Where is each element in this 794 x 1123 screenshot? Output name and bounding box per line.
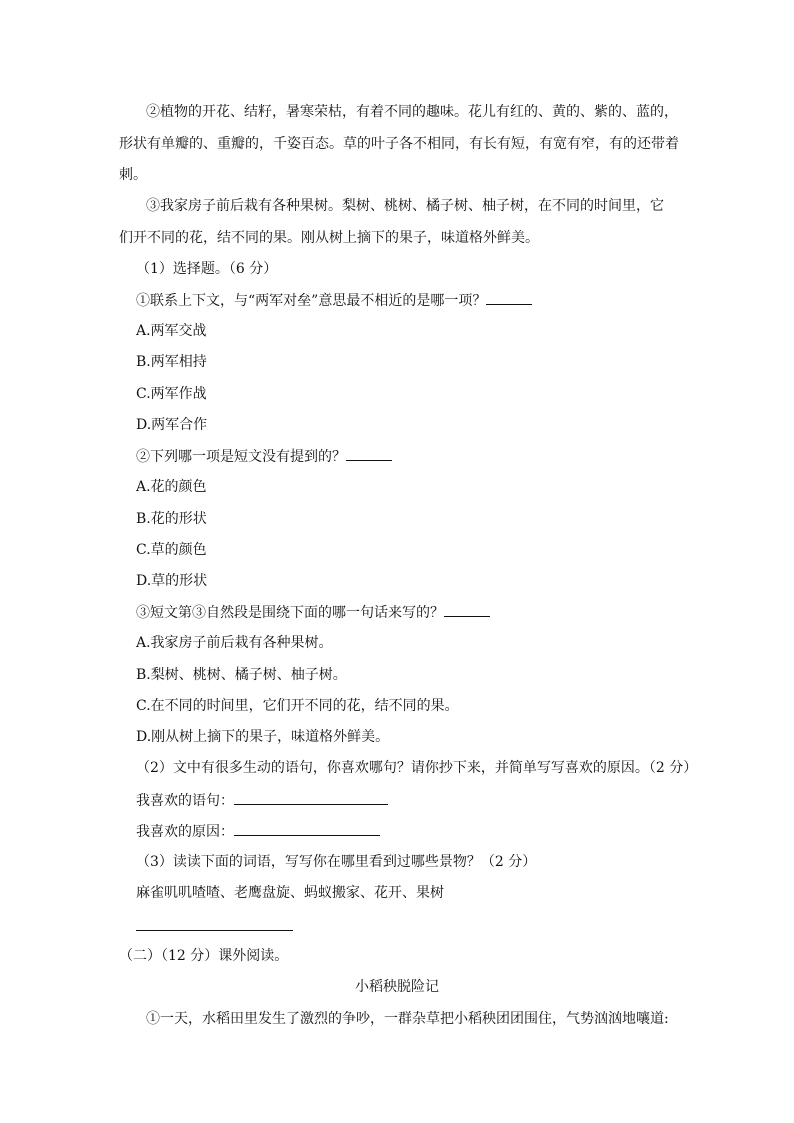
answer-blank[interactable] <box>486 290 532 305</box>
q1-sub1-option-a: A.两军交战 <box>136 323 207 339</box>
q2-line1 <box>136 790 388 811</box>
q1-sub2-question <box>136 446 392 467</box>
story-para1: ①一天，水稻田里发生了激烈的争吵，一群杂草把小稻秧团团围住，气势汹汹地嚷道: <box>146 1011 669 1027</box>
q1-sub2-option-d: D.草的形状 <box>136 573 208 589</box>
para2-line2: 形状有单瓣的、重瓣的，千姿百态。草的叶子各不相同，有长有短，有宽有窄，有的还带着 <box>119 136 679 152</box>
para2-line1: ②植物的开花、结籽，暑寒荣枯，有着不同的趣味。花儿有红的、黄的、紫的、蓝的， <box>146 104 678 120</box>
q1-sub1-question <box>136 290 532 311</box>
q2-heading: （2）文中有很多生动的语句，你喜欢哪句？请你抄下来，并简单写写喜欢的原因。（2 分） <box>136 760 698 776</box>
para2-line3: 刺。 <box>119 167 147 183</box>
q1-sub3-question <box>136 602 490 623</box>
q1-sub3-question-text: ③短文第③自然段是围绕下面的哪一句话来写的？ <box>136 605 444 621</box>
q1-sub2-option-b: B.花的形状 <box>136 511 207 527</box>
q1-sub3-option-c: C.在不同的时间里，它们开不同的花，结不同的果。 <box>136 698 459 714</box>
q1-heading: （1）选择题。（6 分） <box>136 261 278 277</box>
q2-line1-label: 我喜欢的语句： <box>136 793 234 809</box>
para3-line2: 们开不同的花，结不同的果。刚从树上摘下的果子，味道格外鲜美。 <box>119 230 539 246</box>
answer-blank[interactable] <box>136 930 293 931</box>
q3-heading: （3）读读下面的词语，写写你在哪里看到过哪些景物？（2 分） <box>136 854 537 870</box>
answer-blank[interactable] <box>234 821 380 836</box>
para3-line1: ③我家房子前后栽有各种果树。梨树、桃树、橘子树、柚子树，在不同的时间里，它 <box>146 198 664 214</box>
answer-blank[interactable] <box>346 446 392 461</box>
q1-sub1-question-text: ①联系上下文，与“两军对垒”意思最不相近的是哪一项？ <box>136 293 487 309</box>
q1-sub3-option-a: A.我家房子前后栽有各种果树。 <box>136 635 333 651</box>
q3-words: 麻雀叽叽喳喳、老鹰盘旋、蚂蚁搬家、花开、果树 <box>136 885 444 901</box>
q1-sub1-option-c: C.两军作战 <box>136 386 207 402</box>
q1-sub2-question-text: ②下列哪一项是短文没有提到的？ <box>136 449 346 465</box>
q1-sub3-option-d: D.刚从树上摘下的果子，味道格外鲜美。 <box>136 729 390 745</box>
section2-heading: （二）（12 分）课外阅读。 <box>119 948 289 964</box>
q2-line2 <box>136 821 380 842</box>
answer-blank[interactable] <box>234 790 388 805</box>
q1-sub2-option-c: C.草的颜色 <box>136 542 207 558</box>
q1-sub1-option-d: D.两军合作 <box>136 417 208 433</box>
q1-sub3-option-b: B.梨树、桃树、橘子树、柚子树。 <box>136 667 347 683</box>
story-title: 小稻秧脱险记 <box>355 979 439 995</box>
q1-sub2-option-a: A.花的颜色 <box>136 479 207 495</box>
answer-blank[interactable] <box>444 602 490 617</box>
q1-sub1-option-b: B.两军相持 <box>136 354 207 370</box>
q2-line2-label: 我喜欢的原因： <box>136 824 234 840</box>
